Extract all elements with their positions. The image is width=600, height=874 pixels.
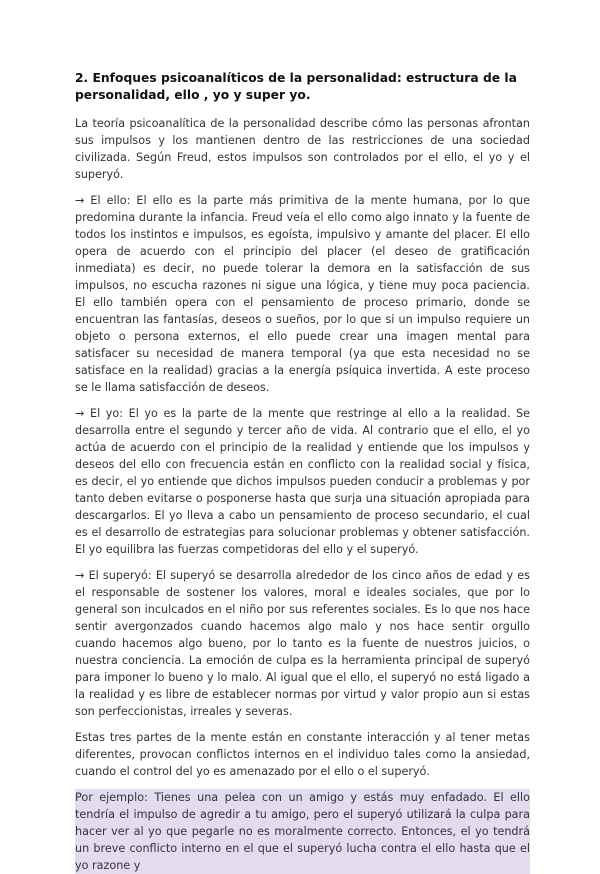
superyo-text: El superyó: El superyó se desarrolla alrededor de los cinco años de edad y es el responsable de sostener los valores, moral e ideales sociales, que por lo general son inculcados en el niño por sus referentes sociales. Es lo que nos hace sentir avergonzados cuando hacemos algo malo y nos hace sentir orgullo cuando hacemos algo bueno, por lo tanto es la fuente de nuestros juicios, o nuestra conciencia. La emoción de culpa es la herramienta principal de superyó para imponer lo bueno y lo malo. Al igual que el ello, el superyó no está ligado a la realidad y es libre de establecer normas por virtud y valor propio aun si estas son perfeccionistas, irreales y severas. (75, 569, 530, 718)
example-paragraph-highlighted: Por ejemplo: Tienes una pelea con un amigo y estás muy enfadado. El ello tendría el impulso de agredir a tu amigo, pero el superyó utilizará la culpa para hacer ver al yo que pegarle no es moralmente correcto. Entonces, el yo tendrá un breve conflicto interno en el que el superyó lucha contra el ello hasta que el yo razone y (75, 791, 530, 872)
yo-paragraph (75, 405, 530, 558)
superyo-paragraph (75, 567, 530, 720)
interaction-paragraph: Estas tres partes de la mente están en constante interacción y al tener metas diferentes, provocan conflictos internos en el individuo tales como la ansiedad, cuando el control del yo es amenazado por el ello o el superyó. (75, 731, 530, 778)
arrow-icon: → (75, 569, 85, 582)
yo-text: El yo: El yo es la parte de la mente que restringe al ello a la realidad. Se desarrolla entre el segundo y tercer año de vida. Al contrario que el ello, el yo actúa de acuerdo con el principio de la realidad y entiende que los impulsos y deseos del ello con frecuencia están en conflicto con la realidad social y física, es decir, el yo entiende que dichos impulsos pueden conducir a problemas y por tanto deben evitarse o posponerse hasta que surja una situación apropiada para descargarlos. El yo lleva a cabo un pensamiento de proceso secundario, el cual es el desarrollo de estrategias para solucionar problemas y obtener satisfacción. El yo equilibra las fuerzas competidoras del ello y el superyó. (75, 407, 531, 556)
arrow-icon: → (75, 194, 85, 207)
ello-text: El ello: El ello es la parte más primitiva de la mente humana, por lo que predomina durante la infancia. Freud veía el ello como algo innato y la fuente de todos los instintos e impulsos, es egoísta, impulsivo y amante del placer. El ello opera de acuerdo con el principio del placer (el deseo de gratificación inmediata) es decir, no puede tolerar la demora en la satisfacción de sus impulsos, no escucha razones ni sigue una lógica, y tiene muy poca paciencia. El ello también opera con el pensamiento de proceso primario, donde se encuentran las fantasías, deseos o sueños, por lo que si un impulso requiere un objeto o persona externos, el ello puede crear una imagen mental para satisfacer su necesidad de manera temporal (ya que esta necesidad no se satisface en la realidad) gracias a la energía psíquica invertida. A este proceso se le llama satisfacción de deseos. (75, 194, 530, 394)
arrow-icon: → (75, 407, 85, 420)
section-heading: 2. Enfoques psicoanalíticos de la personalidad: estructura de la personalidad, ello , yo y super yo. (75, 71, 517, 102)
ello-paragraph (75, 192, 530, 396)
intro-paragraph: La teoría psicoanalítica de la personalidad describe cómo las personas afrontan sus impulsos y los mantienen dentro de las restricciones de una sociedad civilizada. Según Freud, estos impulsos son controlados por el ello, el yo y el superyó. (75, 117, 530, 181)
